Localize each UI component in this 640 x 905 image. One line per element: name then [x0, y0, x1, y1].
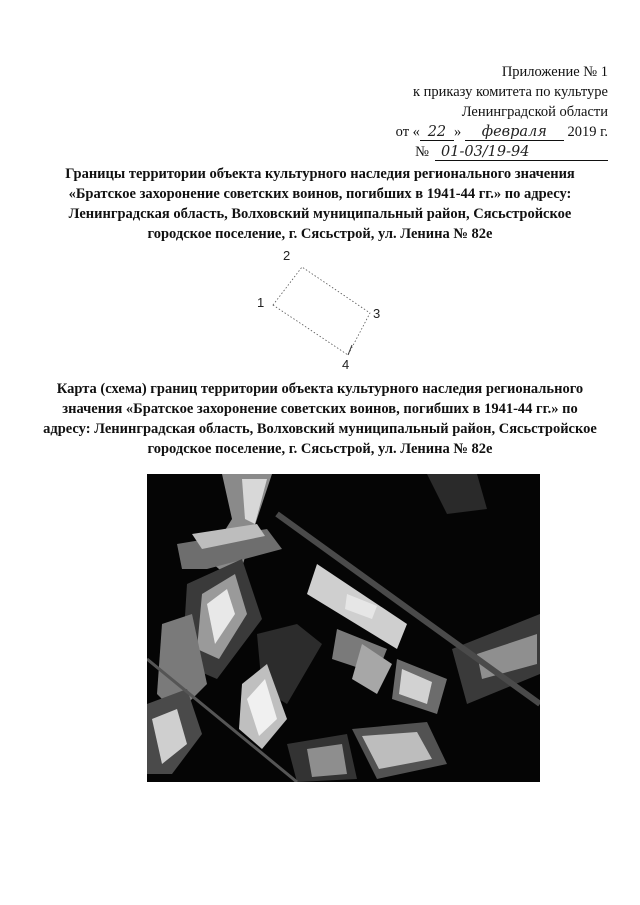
- appendix-date: [368, 122, 608, 142]
- order-number: [368, 142, 608, 162]
- appendix-header: [368, 62, 608, 162]
- boundaries-title: Границы территории объекта культурного наследия регионального значения «Братское захоронение советских воинов, погибших в 1941-44 гг.» по адресу: Ленинградская область, Волховский муниципальный район, Сясьстройское городское поселение, г. Сясьстрой, ул. Ленина № 82е: [65, 166, 575, 242]
- point-4-tick: [348, 345, 352, 355]
- date-month-handwritten: февраля: [465, 124, 564, 141]
- appendix-number: Приложение № 1: [501, 64, 608, 80]
- appendix-order-ref: к приказу комитета по культуре: [412, 84, 608, 100]
- point-label-1: 1: [257, 295, 265, 310]
- appendix-region: Ленинградской области: [461, 104, 608, 120]
- date-mid: »: [453, 124, 462, 140]
- map-title: Карта (схема) границ территории объекта культурного наследия регионального значения «Братское захоронение советских воинов, погибших в 1941-44 гг.» по адресу: Ленинградская область, Волховский муниципальный район, Сясьстройское городское поселение, г. Сясьстрой, ул. Ленина № 82е: [43, 381, 597, 457]
- territory-boundary: [273, 267, 370, 355]
- point-label-2: 2: [283, 248, 291, 263]
- date-day-handwritten: 22: [420, 124, 454, 141]
- date-year: 2019 г.: [567, 124, 608, 140]
- order-number-label: №: [415, 144, 429, 160]
- point-label-4: 4: [342, 357, 350, 370]
- satellite-image-drawing: [147, 474, 540, 782]
- order-number-handwritten: 01-03/19-94: [435, 144, 608, 161]
- satellite-map-image: [147, 474, 540, 782]
- boundary-scheme: [240, 245, 400, 370]
- date-prefix: от «: [395, 124, 420, 140]
- point-label-3: 3: [373, 306, 381, 321]
